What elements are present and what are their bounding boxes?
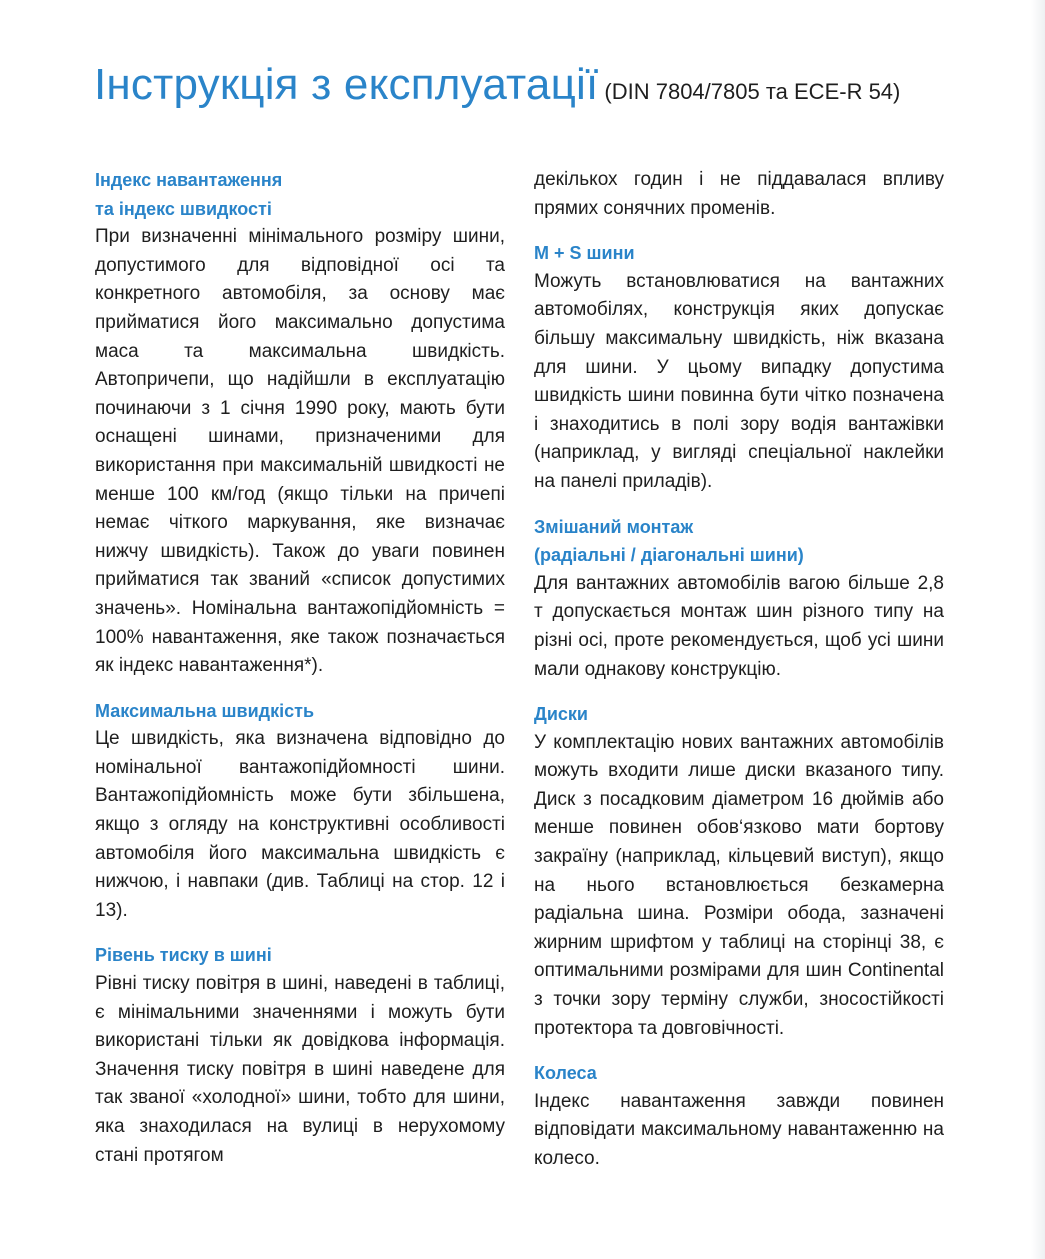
section-heading-mixed-fitment: Змішаний монтаж xyxy=(534,516,694,537)
section-heading-wheels: Колеса xyxy=(534,1063,597,1084)
left-column xyxy=(95,166,505,1186)
section-heading-load-index: Індекс навантаження xyxy=(95,170,283,190)
section-heading-tire-pressure: Рівень тиску в шині xyxy=(95,945,272,966)
section-heading-speed-index: та індекс швидкості xyxy=(95,198,272,219)
section-heading-mixed-fitment-sub: (радіальні / діагональні шини) xyxy=(534,545,804,566)
page-edge-shadow xyxy=(1031,0,1045,1259)
page-title-standards: (DIN 7804/7805 та ECE-R 54) xyxy=(604,79,901,104)
section-text-wheels: Індекс навантаження завжди повинен відповідати максимальному навантаженню на колесо. xyxy=(534,1090,944,1169)
page-title-main: Інструкція з експлуатації xyxy=(94,60,599,109)
section-heading-rims: Диски xyxy=(534,704,588,725)
section-heading-ms-tires: M + S шини xyxy=(534,243,635,264)
section-text-tire-pressure-continued: декількох годин і не піддавалася впливу прямих сонячних променів. xyxy=(534,169,944,219)
section-text-max-speed: Це швидкість, яка визначена відповідно до номінальної вантажопідйомності шини. Вантажопідйомність може бути збільшена, якщо з огляду на конструктивні особливості автомобіля його максимальна швидкість є нижчою, і навпаки (див. Таблиці на стор. 12 і 13). xyxy=(95,728,505,921)
right-column xyxy=(534,166,944,1190)
section-text-tire-pressure: Рівні тиску повітря в шині, наведені в таблиці, є мінімальними значеннями і можуть бути використані тільки як довідкова інформація. Значення тиску повітря в шині наведене для так званої «холодної» шини, тобто для шини, яка знаходилася на вулиці в нерухомому стані протягом xyxy=(95,973,505,1166)
section-text-load-speed-index: При визначенні мінімального розміру шини, допустимого для відповідної осі та конкретного автомобіля, за основу має прийматися його максимально допустима маса та максимальна швидкість. Автопричепи, що надійшли в експлуатацію починаючи з 1 січня 1990 року, мають бути оснащені шинами, призначеними для використання при максимальній швидкості не менше 100 км/год (якщо тільки на причепі немає чіткого маркування, яке визначає нижчу швидкість). Також до уваги повинен прийматися так званий «список допустимих значень». Номінальна вантажопідйомність = 100% навантаження, яке також позначається як індекс навантаження*). xyxy=(95,226,505,677)
section-text-ms-tires: Можуть встановлюватися на вантажних автомобілях, конструкція яких допускає більшу максимальну швидкість, ніж вказана для шини. У цьому випадку допустима швидкість шини повинна бути чітко позначена і знаходитись в полі зору водія вантажівки (наприклад, у вигляді спеціальної наклейки на панелі приладів). xyxy=(534,270,944,492)
page-title xyxy=(94,60,900,110)
section-text-mixed-fitment: Для вантажних автомобілів вагою більше 2,8 т допускається монтаж шин різного типу на різні осі, проте рекомендується, щоб усі шини мали однакову конструкцію. xyxy=(534,572,944,680)
section-heading-max-speed: Максимальна швидкість xyxy=(95,700,315,721)
section-text-rims: У комплектацію нових вантажних автомобілів можуть входити лише диски вказаного типу. Диск з посадковим діаметром 16 дюймів або менше повинен обов‘язково мати бортову закраїну (наприклад, кільцевий виступ), якщо на нього встановлюється безкамерна радіальна шина. Розміри обода, зазначені жирним шрифтом у таблиці на сторінці 38, є оптимальними розмірами для шин Continental з точки зору терміну служби, зносостійкості протектора та довговічності. xyxy=(534,731,944,1039)
